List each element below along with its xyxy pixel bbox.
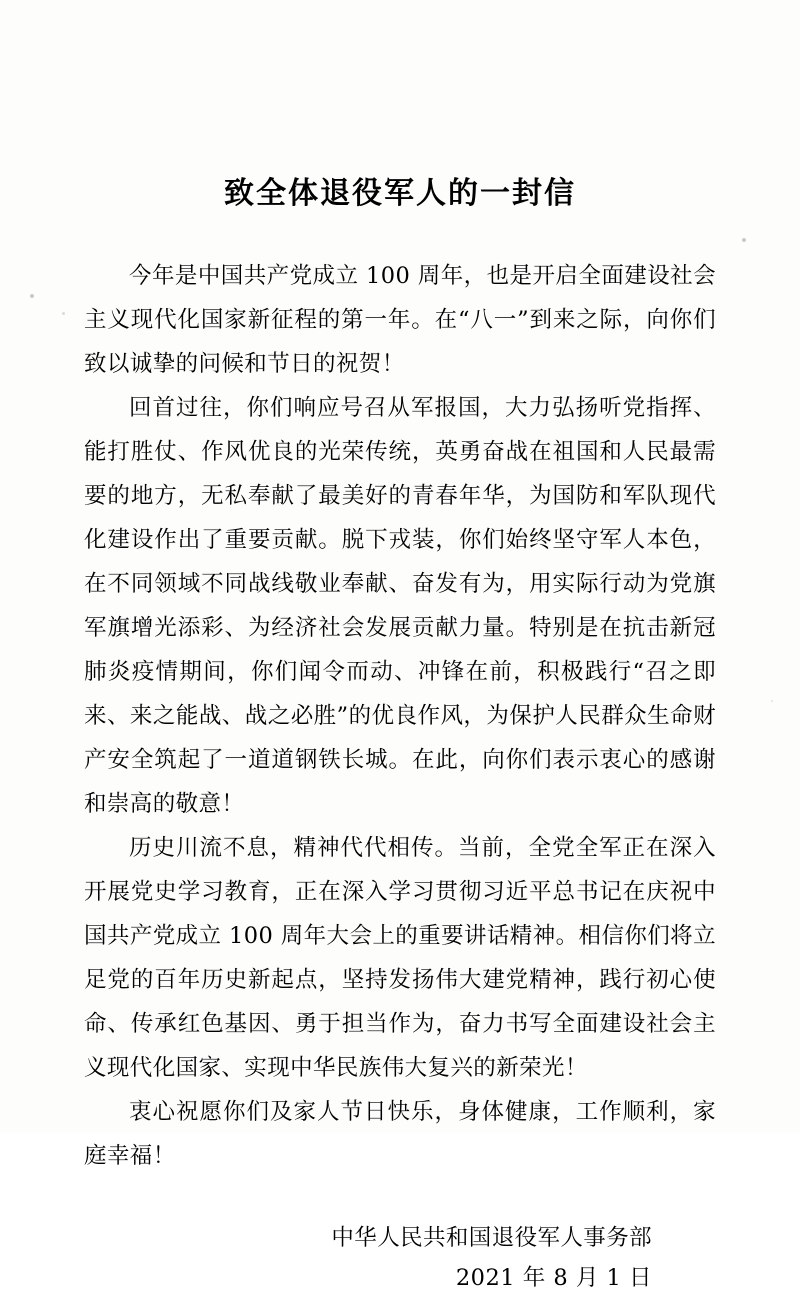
scan-speck bbox=[742, 238, 746, 242]
document-title: 致全体退役军人的一封信 bbox=[224, 176, 576, 211]
document-paragraphs bbox=[84, 254, 716, 1178]
paragraph: 今年是中国共产党成立 100 周年，也是开启全面建设社会主义现代化国家新征程的第一年。在“八一”到来之际，向你们致以诚挚的问候和节日的祝贺！ bbox=[84, 263, 716, 377]
signature-organization: 中华人民共和国退役军人事务部 bbox=[331, 1225, 652, 1251]
scan-speck bbox=[30, 294, 34, 298]
paragraph: 回首过往，你们响应号召从军报国，大力弘扬听党指挥、能打胜仗、作风优良的光荣传统，英勇奋战在祖国和人民最需要的地方，无私奉献了最美好的青春年华，为国防和军队现代化建设作出了重要贡献。脱下戎装，你们始终坚守军人本色，在不同领域不同战线敬业奉献、奋发有为，用实际行动为党旗军旗增光添彩、为经济社会发展贡献力量。特别是在抗击新冠肺炎疫情期间，你们闻令而动、冲锋在前，积极践行“召之即来、来之能战、战之必胜”的优良作风，为保护人民群众生命财产安全筑起了一道道钢铁长城。在此，向你们表示衷心的感谢和崇高的敬意！ bbox=[84, 395, 716, 817]
scan-speck bbox=[62, 312, 65, 315]
signature-block bbox=[84, 1218, 716, 1298]
document-body bbox=[84, 0, 716, 1298]
signature-date: 2021 年 8 月 1 日 bbox=[455, 1265, 652, 1291]
paragraph: 衷心祝愿你们及家人节日快乐，身体健康，工作顺利，家庭幸福！ bbox=[84, 1099, 716, 1169]
scan-speck bbox=[771, 700, 773, 702]
paragraph: 历史川流不息，精神代代相传。当前，全党全军正在深入开展党史学习教育，正在深入学习贯彻习近平总书记在庆祝中国共产党成立 100 周年大会上的重要讲话精神。相信你们将立足党的百年历史新起点，坚持发扬伟大建党精神，践行初心使命、传承红色基因、勇于担当作为，奋力书写全面建设社会主义现代化国家、实现中华民族伟大复兴的新荣光！ bbox=[84, 835, 716, 1081]
